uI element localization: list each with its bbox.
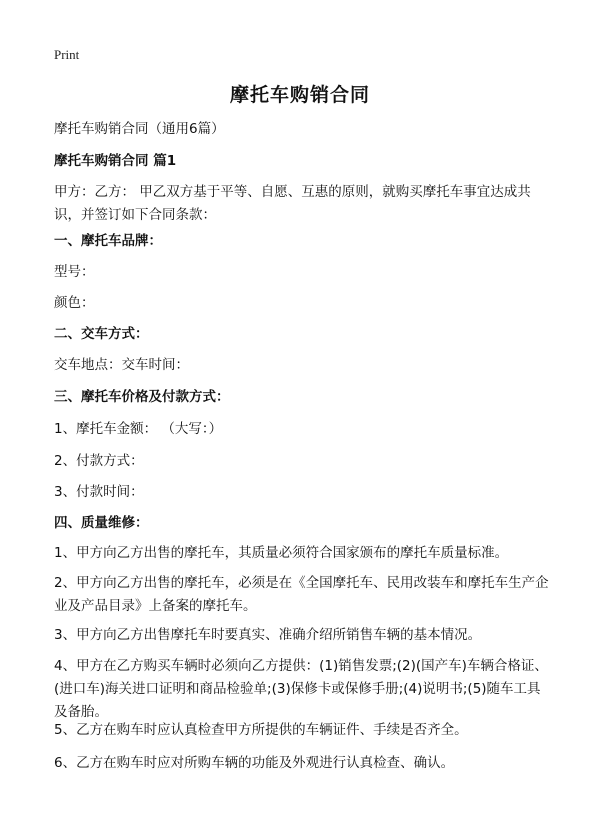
quality-item-6: 6、乙方在购车时应对所购车辆的功能及外观进行认真检查、确认。: [54, 755, 455, 771]
delivery-field: 交车地点：交车时间：: [54, 357, 189, 373]
intro-paragraph: 甲方：乙方： 甲乙双方基于平等、自愿、互惠的原则，就购买摩托车事宜达成共识，并签订如下合同条款：: [54, 184, 531, 223]
quality-item-4: 4、甲方在乙方购买车辆时必须向乙方提供：(1)销售发票;(2)(国产车)车辆合格证、(进口车)海关进口证明和商品检验单;(3)保修卡或保修手册;(4)说明书;(5)随车工具及备胎。: [54, 658, 548, 720]
heading-price: 三、摩托车价格及付款方式：: [54, 389, 230, 405]
quality-item-2: 2、甲方向乙方出售的摩托车，必须是在《全国摩托车、民用改装车和摩托车生产企业及产品目录》上备案的摩托车。: [54, 575, 549, 614]
quality-item-5: 5、乙方在购车时应认真检查甲方所提供的车辆证件、手续是否齐全。: [54, 722, 468, 738]
document-subtitle: 摩托车购销合同（通用6篇）: [54, 121, 225, 137]
price-item-2: 2、付款方式：: [54, 453, 144, 469]
print-link[interactable]: Print: [54, 47, 80, 62]
price-item-1: 1、摩托车金额： （大写：）: [54, 421, 223, 437]
heading-delivery: 二、交车方式：: [54, 326, 149, 342]
quality-item-3: 3、甲方向乙方出售摩托车时要真实、准确介绍所销售车辆的基本情况。: [54, 627, 482, 643]
section-heading: 摩托车购销合同 篇1: [54, 153, 177, 169]
heading-brand: 一、摩托车品牌：: [54, 233, 162, 249]
quality-item-1: 1、甲方向乙方出售的摩托车，其质量必须符合国家颁布的摩托车质量标准。: [54, 545, 509, 561]
price-item-3: 3、付款时间：: [54, 484, 144, 500]
color-field: 颜色：: [54, 295, 95, 311]
model-field: 型号：: [54, 264, 95, 280]
document-title: 摩托车购销合同: [229, 84, 370, 106]
heading-quality: 四、质量维修：: [54, 515, 149, 531]
